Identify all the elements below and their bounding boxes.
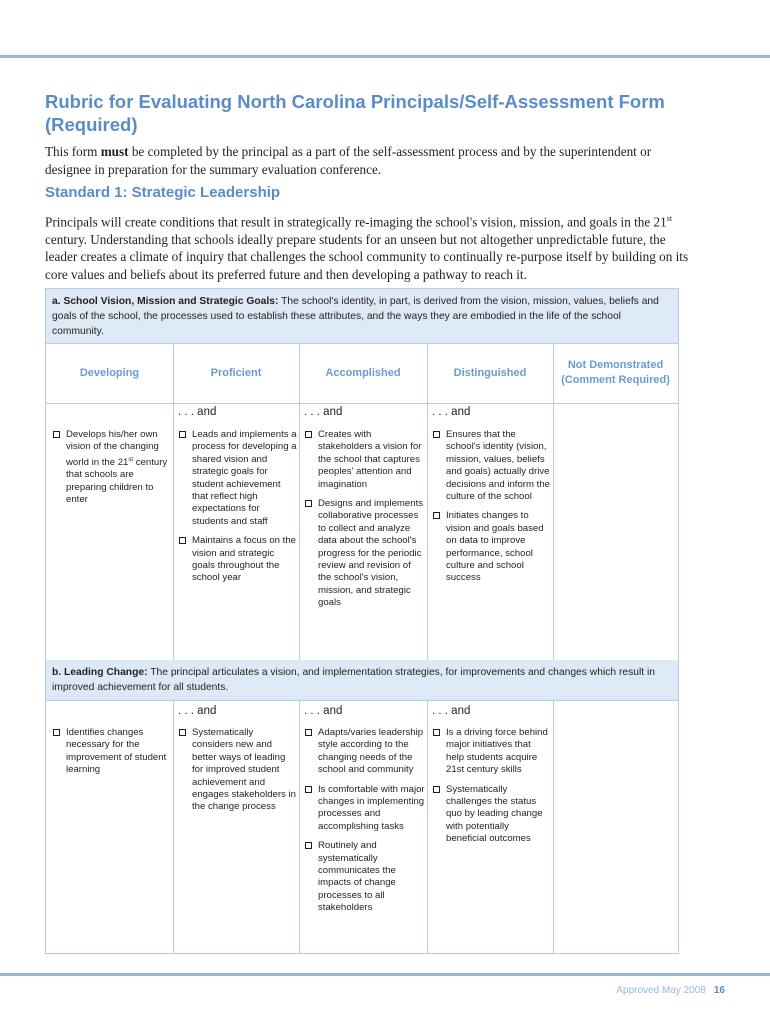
checkbox-icon[interactable] <box>53 431 60 438</box>
top-rule <box>0 55 770 58</box>
and-label: . . . and <box>304 406 343 418</box>
divider <box>427 343 428 660</box>
section-a-text: The school's identity, in part, is derived from the vision, mission, values, beliefs and goals of the school, the processes used to establish these attributes, and the ways they are embodied in the life of the school community. <box>52 296 659 337</box>
divider <box>173 700 174 954</box>
header-accomplished: Accomplished <box>325 366 401 379</box>
criterion-item <box>177 429 297 528</box>
section-a-distinguished-cell <box>431 429 551 592</box>
divider <box>173 343 174 660</box>
checkbox-icon[interactable] <box>433 512 440 519</box>
section-a-proficient-cell <box>177 429 297 592</box>
page-title: Rubric for Evaluating North Carolina Principals/Self-Assessment Form (Required) <box>45 91 665 135</box>
section-b-proficient-cell <box>177 727 297 821</box>
criterion-text: Systematically considers new and better ways of leading for improved student achievement and engages stakeholders in the change process <box>192 727 297 813</box>
and-label: . . . and <box>304 705 343 717</box>
approval-date: Approved May 2008 <box>616 985 706 996</box>
divider <box>299 700 300 954</box>
checkbox-icon[interactable] <box>305 431 312 438</box>
criterion-text: Designs and implements collaborative processes to collect and analyze data about the school's progress for the periodic review and revision of the school's vision, mission, and strategic goals <box>318 498 424 609</box>
criterion-text: Is comfortable with major changes in implementing processes and accomplishing tasks <box>318 783 425 832</box>
criterion-text: Is a driving force behind major initiatives that help students acquire 21st century skills <box>446 727 548 776</box>
criterion-item <box>431 784 551 846</box>
checkbox-icon[interactable] <box>433 786 440 793</box>
divider <box>553 343 554 660</box>
divider <box>427 700 428 954</box>
header-distinguished: Distinguished <box>453 366 527 379</box>
criterion-text: Creates with stakeholders a vision for the school that captures peoples' attention and imagination <box>318 429 422 490</box>
criterion-text: Ensures that the school's identity (vision, mission, values, beliefs and goals) actually drive decisions and inform the culture of the school <box>446 429 550 503</box>
criterion-item <box>303 784 425 834</box>
checkbox-icon[interactable] <box>179 537 186 544</box>
checkbox-icon[interactable] <box>305 786 312 793</box>
checkbox-icon[interactable] <box>305 842 312 849</box>
standard-text-1: Principals will create conditions that result in strategically re-imaging the school's vision, mission, and goals in the 21 <box>45 214 667 230</box>
divider <box>46 343 678 344</box>
header-not-demonstrated: Not Demonstrated (Comment Required) <box>561 359 670 386</box>
standard-description <box>45 210 695 283</box>
divider <box>553 700 554 954</box>
checkbox-icon[interactable] <box>179 729 186 736</box>
section-a-title: a. School Vision, Mission and Strategic Goals: <box>52 296 279 307</box>
page-footer <box>616 985 725 996</box>
and-label: . . . and <box>178 705 217 717</box>
criterion-text: Leads and implements a process for developing a shared vision and strategic goals for student achievement that reflect high expectations for students and staff <box>192 429 297 527</box>
and-label: . . . and <box>432 705 471 717</box>
criterion-text: Develops his/her own vision of the changing world in the 21st century that schools are preparing children to enter <box>66 429 168 506</box>
section-b-banner <box>46 660 678 700</box>
bottom-rule <box>0 973 770 976</box>
criterion-text: Systematically challenges the status quo by leading change with potentially beneficial outcomes <box>446 783 543 845</box>
criterion-item <box>177 727 297 814</box>
criterion-item <box>303 840 425 914</box>
and-label: . . . and <box>432 406 471 418</box>
criterion-text: Initiates changes to vision and goals based on data to improve performance, school culture and school success <box>446 510 544 584</box>
criterion-item <box>51 727 169 777</box>
divider <box>299 343 300 660</box>
criterion-item <box>177 535 297 585</box>
section-b-accomplished-cell <box>303 727 425 922</box>
page-number: 16 <box>713 985 725 996</box>
intro-text-bold: must <box>100 144 129 159</box>
criterion-text: Maintains a focus on the vision and strategic goals throughout the school year <box>192 535 296 584</box>
section-a-banner <box>46 289 678 343</box>
section-a-developing-cell <box>51 429 169 514</box>
criterion-text: Identifies changes necessary for the improvement of student learning <box>66 727 167 776</box>
header-developing: Developing <box>79 366 140 379</box>
criterion-text: Adapts/varies leadership style according to the changing needs of the school and community <box>318 727 424 776</box>
section-b-text: The principal articulates a vision, and implementation strategies, for improvements and changes which result in improved achievement for all students. <box>52 667 656 693</box>
criterion-item <box>431 727 551 777</box>
checkbox-icon[interactable] <box>433 729 440 736</box>
criterion-item <box>303 429 425 491</box>
section-b-developing-cell <box>51 727 169 784</box>
and-label: . . . and <box>178 406 217 418</box>
intro-text-after: be completed by the principal as a part of the self-assessment process and by the superintendent or designee in preparation for the summary evaluation conference. <box>45 144 652 177</box>
intro-paragraph <box>45 143 695 178</box>
criterion-item <box>431 510 551 584</box>
standard-heading: Standard 1: Strategic Leadership <box>45 184 281 201</box>
header-proficient: Proficient <box>210 366 262 379</box>
section-b-distinguished-cell <box>431 727 551 853</box>
criterion-text: Routinely and systematically communicates the impacts of change processes to all stakeholders <box>318 840 396 914</box>
criterion-item <box>303 498 425 610</box>
checkbox-icon[interactable] <box>433 431 440 438</box>
standard-text-2: century. Understanding that schools ideally prepare students for an unseen but not altogether unpredictable future, the leader creates a climate of inquiry that challenges the school community to continually re-purpose itself by building on its core values and beliefs about its preferred future and then developing a pathway to reach it. <box>45 231 689 282</box>
section-a-accomplished-cell <box>303 429 425 617</box>
divider <box>46 700 678 701</box>
checkbox-icon[interactable] <box>53 729 60 736</box>
checkbox-icon[interactable] <box>305 500 312 507</box>
criterion-item <box>51 429 169 507</box>
checkbox-icon[interactable] <box>179 431 186 438</box>
criterion-item <box>303 727 425 777</box>
intro-text-before: This form <box>45 144 101 159</box>
column-header-row <box>46 343 678 403</box>
checkbox-icon[interactable] <box>305 729 312 736</box>
rubric-table <box>45 288 679 954</box>
section-b-title: b. Leading Change: <box>52 667 148 678</box>
divider <box>46 403 678 404</box>
criterion-item <box>431 429 551 503</box>
standard-superscript: st <box>666 214 673 223</box>
